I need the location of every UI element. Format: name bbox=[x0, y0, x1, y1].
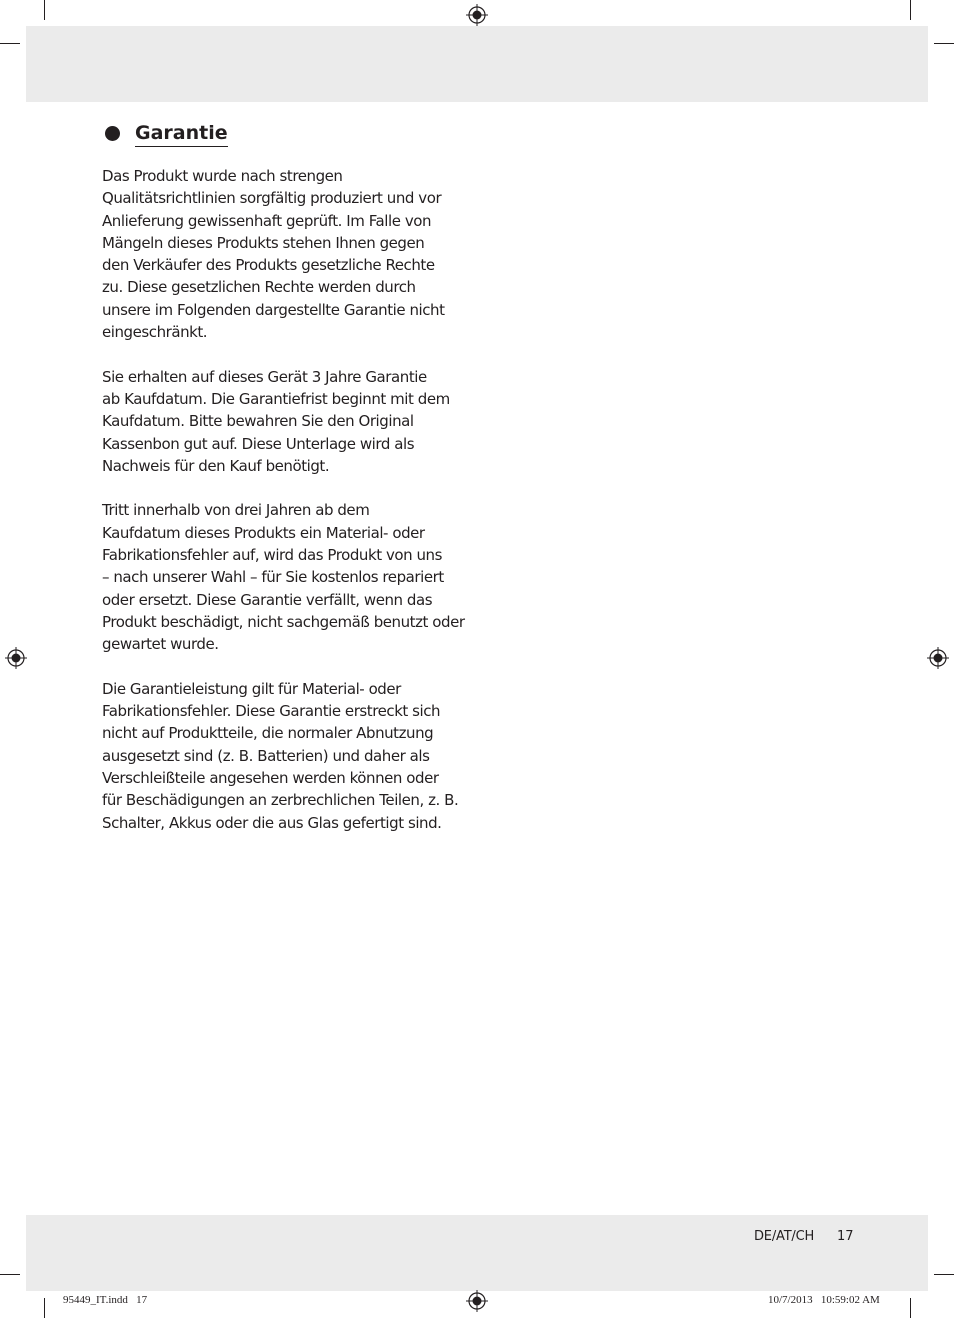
text-line: Produkt beschädigt, nicht sachgemäß benutzt oder bbox=[102, 612, 465, 631]
section-heading bbox=[105, 120, 228, 147]
crop-mark bbox=[44, 0, 45, 20]
text-line: gewartet wurde. bbox=[102, 635, 219, 654]
crop-mark bbox=[44, 1298, 45, 1318]
crop-mark bbox=[934, 1274, 954, 1275]
text-line: Anlieferung gewissenhaft geprüft. Im Falle von bbox=[102, 211, 432, 230]
bullet-icon bbox=[105, 126, 120, 141]
text-line: Tritt innerhalb von drei Jahren ab dem bbox=[102, 501, 370, 520]
crop-mark bbox=[934, 43, 954, 44]
text-line: Fabrikationsfehler auf, wird das Produkt von uns bbox=[102, 546, 442, 565]
text-line: für Beschädigungen an zerbrechlichen Teilen, z. B. bbox=[102, 791, 459, 810]
footer-region: DE/AT/CH bbox=[754, 1229, 815, 1244]
page-number: 17 bbox=[837, 1229, 854, 1244]
text-line: ausgesetzt sind (z. B. Batterien) und daher als bbox=[102, 746, 430, 765]
text-line: Qualitätsrichtlinien sorgfältig produziert und vor bbox=[102, 189, 442, 208]
text-line: Schalter, Akkus oder die aus Glas gefertigt sind. bbox=[102, 813, 442, 832]
text-line: unsere im Folgenden dargestellte Garantie nicht bbox=[102, 300, 445, 319]
footer-band bbox=[26, 1215, 928, 1291]
paragraph bbox=[102, 165, 472, 343]
section-title: Garantie bbox=[135, 120, 228, 147]
text-line: Kassenbon gut auf. Diese Unterlage wird als bbox=[102, 434, 415, 453]
text-line: zu. Diese gesetzlichen Rechte werden durch bbox=[102, 278, 416, 297]
text-line: – nach unserer Wahl – für Sie kostenlos repariert bbox=[102, 568, 444, 587]
text-line: Fabrikationsfehler. Diese Garantie erstreckt sich bbox=[102, 702, 441, 721]
text-line: Kaufdatum. Bitte bewahren Sie den Original bbox=[102, 412, 414, 431]
crop-mark bbox=[910, 0, 911, 20]
warranty-text bbox=[102, 165, 472, 856]
text-line: Sie erhalten auf dieses Gerät 3 Jahre Garantie bbox=[102, 367, 427, 386]
text-line: Das Produkt wurde nach strengen bbox=[102, 167, 343, 185]
crop-mark bbox=[0, 43, 20, 44]
text-line: Kaufdatum dieses Produkts ein Material- oder bbox=[102, 523, 425, 542]
slug-timestamp: 10/7/2013 10:59:02 AM bbox=[768, 1294, 880, 1306]
text-line: nicht auf Produktteile, die normaler Abnutzung bbox=[102, 724, 434, 743]
text-line: Nachweis für den Kauf benötigt. bbox=[102, 456, 330, 475]
registration-mark-icon bbox=[466, 4, 488, 26]
text-line: oder ersetzt. Diese Garantie verfällt, wenn das bbox=[102, 590, 433, 609]
paragraph bbox=[102, 499, 472, 655]
text-line: eingeschränkt. bbox=[102, 323, 208, 342]
slug-filename: 95449_IT.indd 17 bbox=[63, 1294, 148, 1306]
text-line: ab Kaufdatum. Die Garantiefrist beginnt mit dem bbox=[102, 389, 450, 408]
text-line: Die Garantieleistung gilt für Material- oder bbox=[102, 679, 401, 698]
registration-mark-icon bbox=[5, 647, 27, 669]
registration-mark-icon bbox=[466, 1290, 488, 1312]
crop-mark bbox=[910, 1298, 911, 1318]
text-line: Mängeln dieses Produkts stehen Ihnen gegen bbox=[102, 233, 425, 252]
crop-mark bbox=[0, 1274, 20, 1275]
text-line: den Verkäufer des Produkts gesetzliche Rechte bbox=[102, 256, 435, 275]
text-line: Verschleißteile angesehen werden können oder bbox=[102, 769, 439, 788]
paragraph bbox=[102, 678, 472, 834]
header-band bbox=[26, 26, 928, 102]
paragraph bbox=[102, 366, 472, 477]
registration-mark-icon bbox=[927, 647, 949, 669]
